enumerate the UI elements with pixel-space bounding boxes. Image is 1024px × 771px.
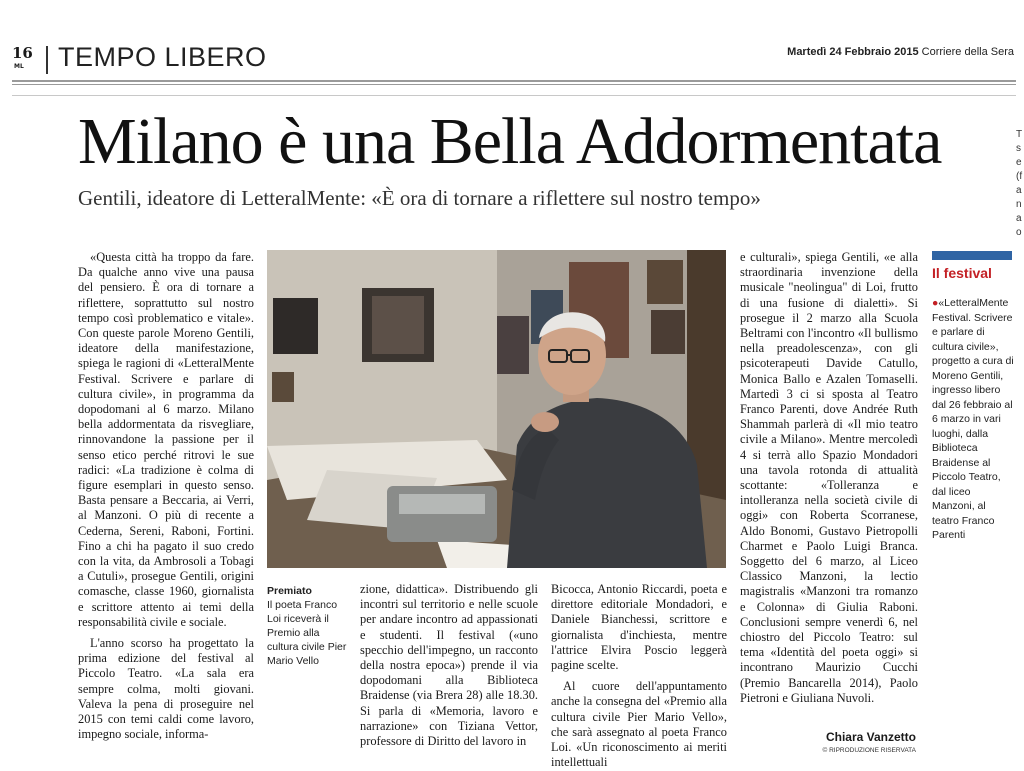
caption-text: Il poeta Franco Loi riceverà il Premio alla cultura civile Pier Mario Vello	[267, 599, 347, 667]
photo-caption	[267, 584, 353, 668]
paragraph: Al cuore dell'appuntamento anche la consegna del «Premio alla cultura civile Pier Mario Vello», che sarà assegnato al poeta Franco Loi. «Un riconoscimento ai meriti intellettuali	[551, 679, 727, 770]
header-rule	[12, 80, 1016, 82]
article-column-3	[360, 582, 538, 762]
paragraph: Bicocca, Antonio Riccardi, poeta e direttore editoriale Mondadori, e Daniele Bianchessi, scrittore e giornalista d'inchiesta, mentre l'attrice Elvira Poscio leggerà pagine scelte.	[551, 582, 727, 673]
subheadline: Gentili, ideatore di LetteralMente: «È ora di tornare a riflettere sul nostro tempo»	[78, 186, 761, 210]
paragraph: L'anno scorso ha progettato la prima edizione del festival al Piccolo Teatro. «La sala era sempre colma, molti giovani. Valeva la pena di proseguire nel 2015 con temi caldi come lavoro, impegno sociale, informa-	[78, 636, 254, 742]
page-number: 16	[12, 44, 33, 62]
headline: Milano è una Bella Addormentata	[78, 105, 942, 178]
paragraph: «Questa città ha troppo da fare. Da qualche anno vive una pausa del pensiero. È ora di tornare a riflettere, soprattutto sul nostro tempo così problematico e vitale». Con queste parole Moreno Gentili, ideatore della manifestazione, spiega le ragioni di «LetteralMente Festival. Scrivere e parlare di cultura civile», in programma da dopodomani al 6 marzo. Milano bella addormentata da risvegliare, rinnovandone la passione per il senso etico perché ritrovi le sue radici: «La tradizione è colma di figure esemplari in questo senso. Basta pensare a Beccaria, ai Verri, al Manzoni. O più di recente a Cederna, Sereni, Raboni, Fortini. Fino a chi ha pagato il suo credo con la vita, da Ambrosoli a Tobagi a Cutuli», prosegue Gentili, origini comasche, classe 1960, giornalista e scrittore attento ai temi della responsabilità civile e sociale.	[78, 250, 254, 629]
adjacent-column-fragment: T s e (f a n a o	[1016, 129, 1023, 238]
issue-date: Martedì 24 Febbraio 2015	[787, 46, 919, 58]
sidebar-color-bar	[932, 251, 1012, 260]
dateline	[787, 46, 1014, 58]
bullet-icon: ●	[932, 297, 939, 309]
article-column-5	[740, 250, 918, 728]
article-column-4	[551, 582, 727, 770]
page-code: ML	[14, 63, 24, 70]
caption-title: Premiato	[267, 585, 312, 597]
header-rule-light	[12, 95, 1016, 96]
article-column-1	[78, 250, 254, 760]
sidebar-body: «LetteralMente Festival. Scrivere e parlare di cultura civile», progetto a cura di Moreno Gentili, ingresso libero dal 26 febbraio al 6 marzo in vari luoghi, dalla Biblioteca Braidense al Piccolo Teatro, dal liceo Manzoni, al teatro Franco Parenti	[932, 297, 1014, 541]
newspaper-name: Corriere della Sera	[921, 46, 1014, 58]
sidebar-title: Il festival	[932, 265, 992, 281]
header-rule-thin	[12, 84, 1016, 85]
sidebar-text	[932, 296, 1014, 543]
section-divider	[46, 46, 48, 74]
portrait-photo	[267, 250, 726, 568]
paragraph: e culturali», spiega Gentili, «e alla straordinaria invenzione della musicale "neolingua" di Loi, frutto di una fusione di dialetti». Si prosegue il 2 marzo alla Scuola Beltrami con l'incontro «Il bullismo nella preadolescenza», con gli psicoterapeuti Davide Catullo, Monica Ballo e Azalen Tomaselli. Martedì 3 ci si sposta al Teatro Franco Parenti, dove Andrée Ruth Shammah parlerà di «Il mio teatro civile a Milano». Mentre mercoledì 4 si terrà allo Spazio Mondadori una tavola rotonda di attualità scottante: «Tolleranza e intolleranza nella società civile di oggi» con Roberta Scorranese, Aldo Bonomi, Gustavo Pietropolli Charmet e Paolo Luigi Branca. Soggetto del 6 marzo, al Liceo Classico Manzoni, la lectio magistralis «Manzoni tra romanzo e Colonna» di Giulia Raboni. Conclusioni sempre venerdì 6, nel chiostro del Piccolo Teatro: sul tema «Identità del poeta oggi» si incontrano Maurizio Cucchi (Premio Bancarella 2014), Paolo Pietroni e Giuliana Nuvoli.	[740, 250, 918, 705]
section-title: TEMPO LIBERO	[58, 42, 267, 72]
copyright-notice: © RIPRODUZIONE RISERVATA	[822, 747, 916, 754]
byline: Chiara Vanzetto	[825, 730, 916, 744]
paragraph: zione, didattica». Distribuendo gli incontri sul territorio e nelle scuole per andare incontro ad appassionati e studenti. Il festival («uno specchio dell'impegno, un racconto della nostra epoca») prende il via dopodomani alla Biblioteca Braidense (via Brera 28) alle 18.30. Si parla di «Memoria, lavoro e narrazione» con Tiziana Vettor, professore di Diritto del lavoro in	[360, 582, 538, 749]
